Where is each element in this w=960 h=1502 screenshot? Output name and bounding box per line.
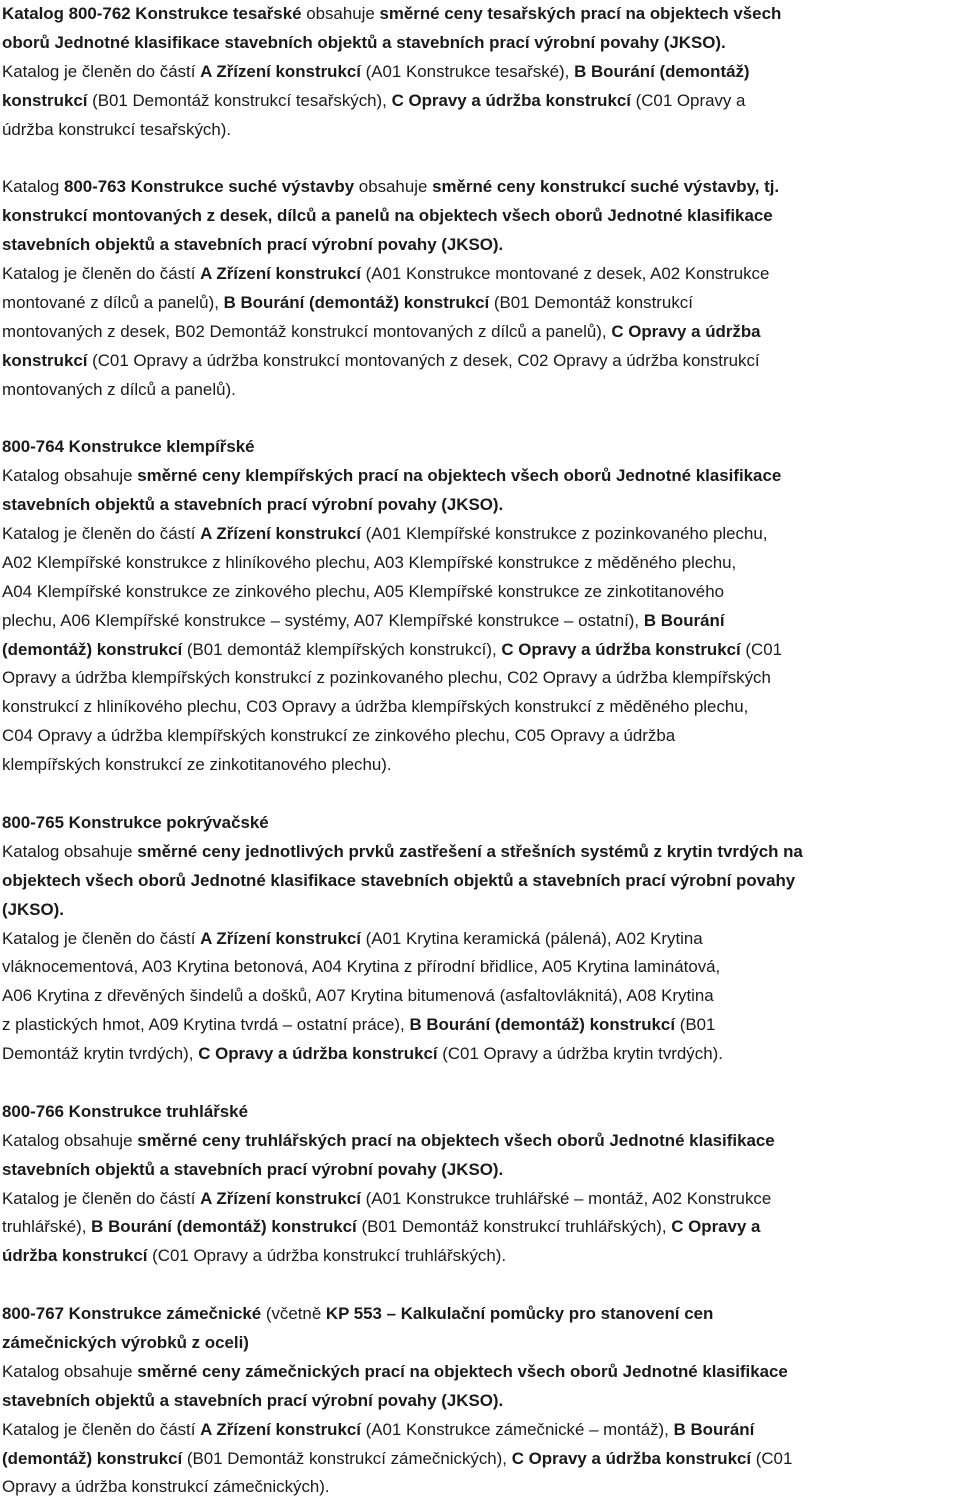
text-run: (C01 (740, 639, 783, 659)
bold-text-run: B Bourání (demontáž) konstrukcí (91, 1217, 357, 1237)
text-line (2, 289, 960, 318)
text-run: A06 Krytina z dřevěných šindelů a došků, A07 Krytina bitumenová (asfaltovláknitá), A08 Krytina (2, 986, 714, 1006)
text-line (2, 29, 960, 58)
text-line (2, 1011, 960, 1040)
text-line (2, 1387, 960, 1416)
text-line (2, 693, 960, 722)
paragraph-spacer (2, 144, 960, 173)
text-line (2, 1445, 960, 1474)
text-run: z plastických hmot, A09 Krytina tvrdá – ostatní práce), (2, 1015, 410, 1035)
paragraph-spacer (2, 1271, 960, 1300)
text-run: Katalog (2, 177, 64, 197)
bold-text-run: 800-767 Konstrukce zámečnické (2, 1304, 262, 1324)
paragraph-spacer (2, 404, 960, 433)
text-run: konstrukcí z hliníkového plechu, C03 Opravy a údržba klempířských konstrukcí z měděného plechu, (2, 697, 749, 717)
text-line (2, 607, 960, 636)
text-line (2, 202, 960, 231)
bold-text-run: A Zřízení konstrukcí (200, 928, 361, 948)
bold-text-run: 800-764 Konstrukce klempířské (2, 437, 255, 457)
bold-text-run: B Bourání (demontáž) (574, 61, 750, 81)
text-line (2, 462, 960, 491)
bold-text-run: stavebních objektů a stavebních prací výrobní povahy (JKSO). (2, 235, 504, 255)
bold-text-run: zámečnických výrobků z oceli) (2, 1332, 249, 1352)
text-run: (C01 Opravy a údržba konstrukcí montovaných z desek, C02 Opravy a údržba konstrukcí (87, 350, 760, 370)
text-run: montovaných z desek, B02 Demontáž konstrukcí montovaných z dílců a panelů), (2, 321, 612, 341)
text-run: montovaných z dílců a panelů). (2, 379, 236, 399)
catalog-section-800-764 (2, 433, 960, 780)
text-line (2, 1300, 960, 1329)
text-line (2, 318, 960, 347)
text-line (2, 376, 960, 405)
bold-text-run: B Bourání (673, 1419, 755, 1439)
text-line (2, 867, 960, 896)
bold-text-run: 800-766 Konstrukce truhlářské (2, 1101, 248, 1121)
text-line (2, 58, 960, 87)
bold-text-run: (demontáž) konstrukcí (2, 639, 183, 659)
text-line (2, 1098, 960, 1127)
text-run: Katalog obsahuje (2, 841, 138, 861)
bold-text-run: 800-763 Konstrukce suché výstavby (63, 177, 355, 197)
text-line (2, 809, 960, 838)
bold-text-run: C Opravy a (671, 1217, 761, 1237)
text-run: (A01 Klempířské konstrukce z pozinkovaného plechu, (360, 524, 768, 544)
text-run: (C01 Opravy a údržba krytin tvrdých). (437, 1044, 723, 1064)
catalog-section-800-762 (2, 0, 960, 144)
catalog-section-800-766 (2, 1098, 960, 1271)
text-line (2, 925, 960, 954)
bold-text-run: směrné ceny jednotlivých prvků zastřešení a střešních systémů z krytin tvrdých na (137, 841, 803, 861)
text-line (2, 1416, 960, 1445)
text-run: (C01 (751, 1448, 793, 1468)
text-run: Katalog je členěn do částí (2, 524, 201, 544)
text-line (2, 953, 960, 982)
text-line (2, 0, 960, 29)
bold-text-run: C Opravy a údržba (611, 321, 761, 341)
bold-text-run: B Bourání (demontáž) konstrukcí (409, 1015, 676, 1035)
text-run: (B01 demontáž klempířských konstrukcí), (182, 639, 502, 659)
text-run: truhlářské), (2, 1217, 92, 1237)
text-line (2, 231, 960, 260)
text-line (2, 838, 960, 867)
bold-text-run: C Opravy a údržba konstrukcí (391, 90, 631, 110)
text-run: (C01 Opravy a údržba konstrukcí truhlářských). (147, 1246, 507, 1266)
text-run: (B01 Demontáž konstrukcí zámečnických), (182, 1448, 512, 1468)
text-run: (A01 Konstrukce truhlářské – montáž, A02 Konstrukce (360, 1188, 772, 1208)
bold-text-run: A Zřízení konstrukcí (200, 61, 361, 81)
bold-text-run: objektech všech oborů Jednotné klasifikace stavebních objektů a stavebních prací výrobní povahy (2, 870, 796, 890)
bold-text-run: konstrukcí montovaných z desek, dílců a panelů na objektech všech oborů Jednotné klasifikace (2, 206, 773, 226)
bold-text-run: C Opravy a údržba konstrukcí (501, 639, 741, 659)
text-run: (A01 Konstrukce tesařské), (360, 61, 575, 81)
bold-text-run: konstrukcí (2, 90, 88, 110)
text-line (2, 636, 960, 665)
text-line (2, 87, 960, 116)
text-run: Katalog je členěn do částí (2, 61, 201, 81)
text-line (2, 1185, 960, 1214)
bold-text-run: B Bourání (643, 610, 725, 630)
text-run: Katalog obsahuje (2, 1361, 138, 1381)
text-line (2, 1473, 960, 1502)
bold-text-run: Katalog 800-762 Konstrukce tesařské (2, 4, 302, 23)
text-run: Opravy a údržba konstrukcí zámečnických). (2, 1477, 330, 1497)
bold-text-run: oborů Jednotné klasifikace stavebních objektů a stavebních prací výrobní povahy (JKSO). (2, 32, 726, 52)
text-run: (A01 Krytina keramická (pálená), A02 Krytina (360, 928, 703, 948)
catalog-section-800-763 (2, 173, 960, 404)
text-run: Opravy a údržba klempířských konstrukcí z pozinkovaného plechu, C02 Opravy a údržba klempířských (2, 668, 771, 688)
text-line (2, 116, 960, 145)
text-line (2, 1242, 960, 1271)
text-run: (B01 Demontáž konstrukcí tesařských), (87, 90, 392, 110)
text-run: údržba konstrukcí tesařských). (2, 119, 232, 139)
text-line (2, 347, 960, 376)
text-run: (včetně (261, 1304, 326, 1324)
paragraph-spacer (2, 780, 960, 809)
bold-text-run: B Bourání (demontáž) konstrukcí (223, 292, 490, 312)
text-run: (A01 Konstrukce montované z desek, A02 Konstrukce (360, 264, 770, 284)
text-run: Katalog je členěn do částí (2, 1188, 201, 1208)
text-run: montované z dílců a panelů), (2, 292, 224, 312)
text-line (2, 751, 960, 780)
text-line (2, 1213, 960, 1242)
text-line (2, 722, 960, 751)
bold-text-run: stavebních objektů a stavebních prací výrobní povahy (JKSO). (2, 1390, 504, 1410)
text-line (2, 173, 960, 202)
text-run: Katalog je členěn do částí (2, 264, 201, 284)
bold-text-run: stavebních objektů a stavebních prací výrobní povahy (JKSO). (2, 1159, 504, 1179)
text-run: (C01 Opravy a (630, 90, 746, 110)
text-run: (B01 Demontáž konstrukcí truhlářských), (356, 1217, 672, 1237)
text-line (2, 491, 960, 520)
text-line (2, 578, 960, 607)
bold-text-run: údržba konstrukcí (2, 1246, 148, 1266)
text-line (2, 1040, 960, 1069)
bold-text-run: směrné ceny tesařských prací na objektech všech (379, 4, 782, 23)
bold-text-run: směrné ceny konstrukcí suché výstavby, tj. (432, 177, 780, 197)
catalog-section-800-767 (2, 1300, 960, 1502)
text-run: vláknocementová, A03 Krytina betonová, A04 Krytina z přírodní břidlice, A05 Krytina laminátová, (2, 957, 721, 977)
text-run: plechu, A06 Klempířské konstrukce – systémy, A07 Klempířské konstrukce – ostatní), (2, 610, 644, 630)
text-run: A04 Klempířské konstrukce ze zinkového plechu, A05 Klempířské konstrukce ze zinkotitanového (2, 581, 724, 601)
bold-text-run: KP 553 – Kalkulační pomůcky pro stanovení cen (325, 1304, 714, 1324)
text-run: C04 Opravy a údržba klempířských konstrukcí ze zinkového plechu, C05 Opravy a údržba (2, 726, 676, 746)
bold-text-run: A Zřízení konstrukcí (200, 524, 361, 544)
text-line (2, 549, 960, 578)
text-run: (B01 (675, 1015, 716, 1035)
bold-text-run: směrné ceny truhlářských prací na objektech všech oborů Jednotné klasifikace (137, 1130, 775, 1150)
text-run: klempířských konstrukcí ze zinkotitanového plechu). (2, 755, 392, 775)
bold-text-run: stavebních objektů a stavebních prací výrobní povahy (JKSO). (2, 495, 504, 515)
bold-text-run: 800-765 Konstrukce pokrývačské (2, 812, 269, 832)
text-run: A02 Klempířské konstrukce z hliníkového plechu, A03 Klempířské konstrukce z měděného plechu, (2, 552, 737, 572)
text-line (2, 433, 960, 462)
bold-text-run: C Opravy a údržba konstrukcí (511, 1448, 752, 1468)
text-run: Katalog je členěn do částí (2, 1419, 201, 1439)
bold-text-run: směrné ceny klempířských prací na objektech všech oborů Jednotné klasifikace (137, 466, 782, 486)
paragraph-spacer (2, 1069, 960, 1098)
text-run: Katalog obsahuje (2, 1130, 138, 1150)
text-run: Demontáž krytin tvrdých), (2, 1044, 199, 1064)
text-run: (B01 Demontáž konstrukcí (489, 292, 693, 312)
text-line (2, 896, 960, 925)
text-line (2, 1127, 960, 1156)
text-line (2, 520, 960, 549)
text-run: obsahuje (354, 177, 433, 197)
text-line (2, 664, 960, 693)
bold-text-run: (demontáž) konstrukcí (2, 1448, 183, 1468)
text-line (2, 1358, 960, 1387)
text-line (2, 1156, 960, 1185)
text-run: (A01 Konstrukce zámečnické – montáž), (360, 1419, 674, 1439)
text-run: obsahuje (301, 4, 380, 23)
text-line (2, 260, 960, 289)
text-run: Katalog je členěn do částí (2, 928, 201, 948)
bold-text-run: C Opravy a údržba konstrukcí (198, 1044, 438, 1064)
bold-text-run: A Zřízení konstrukcí (200, 1188, 361, 1208)
bold-text-run: konstrukcí (2, 350, 88, 370)
text-run: Katalog obsahuje (2, 466, 138, 486)
bold-text-run: směrné ceny zámečnických prací na objektech všech oborů Jednotné klasifikace (137, 1361, 788, 1381)
catalog-section-800-765 (2, 809, 960, 1069)
bold-text-run: (JKSO). (2, 899, 64, 919)
bold-text-run: A Zřízení konstrukcí (200, 264, 361, 284)
text-line (2, 982, 960, 1011)
bold-text-run: A Zřízení konstrukcí (200, 1419, 361, 1439)
text-line (2, 1329, 960, 1358)
